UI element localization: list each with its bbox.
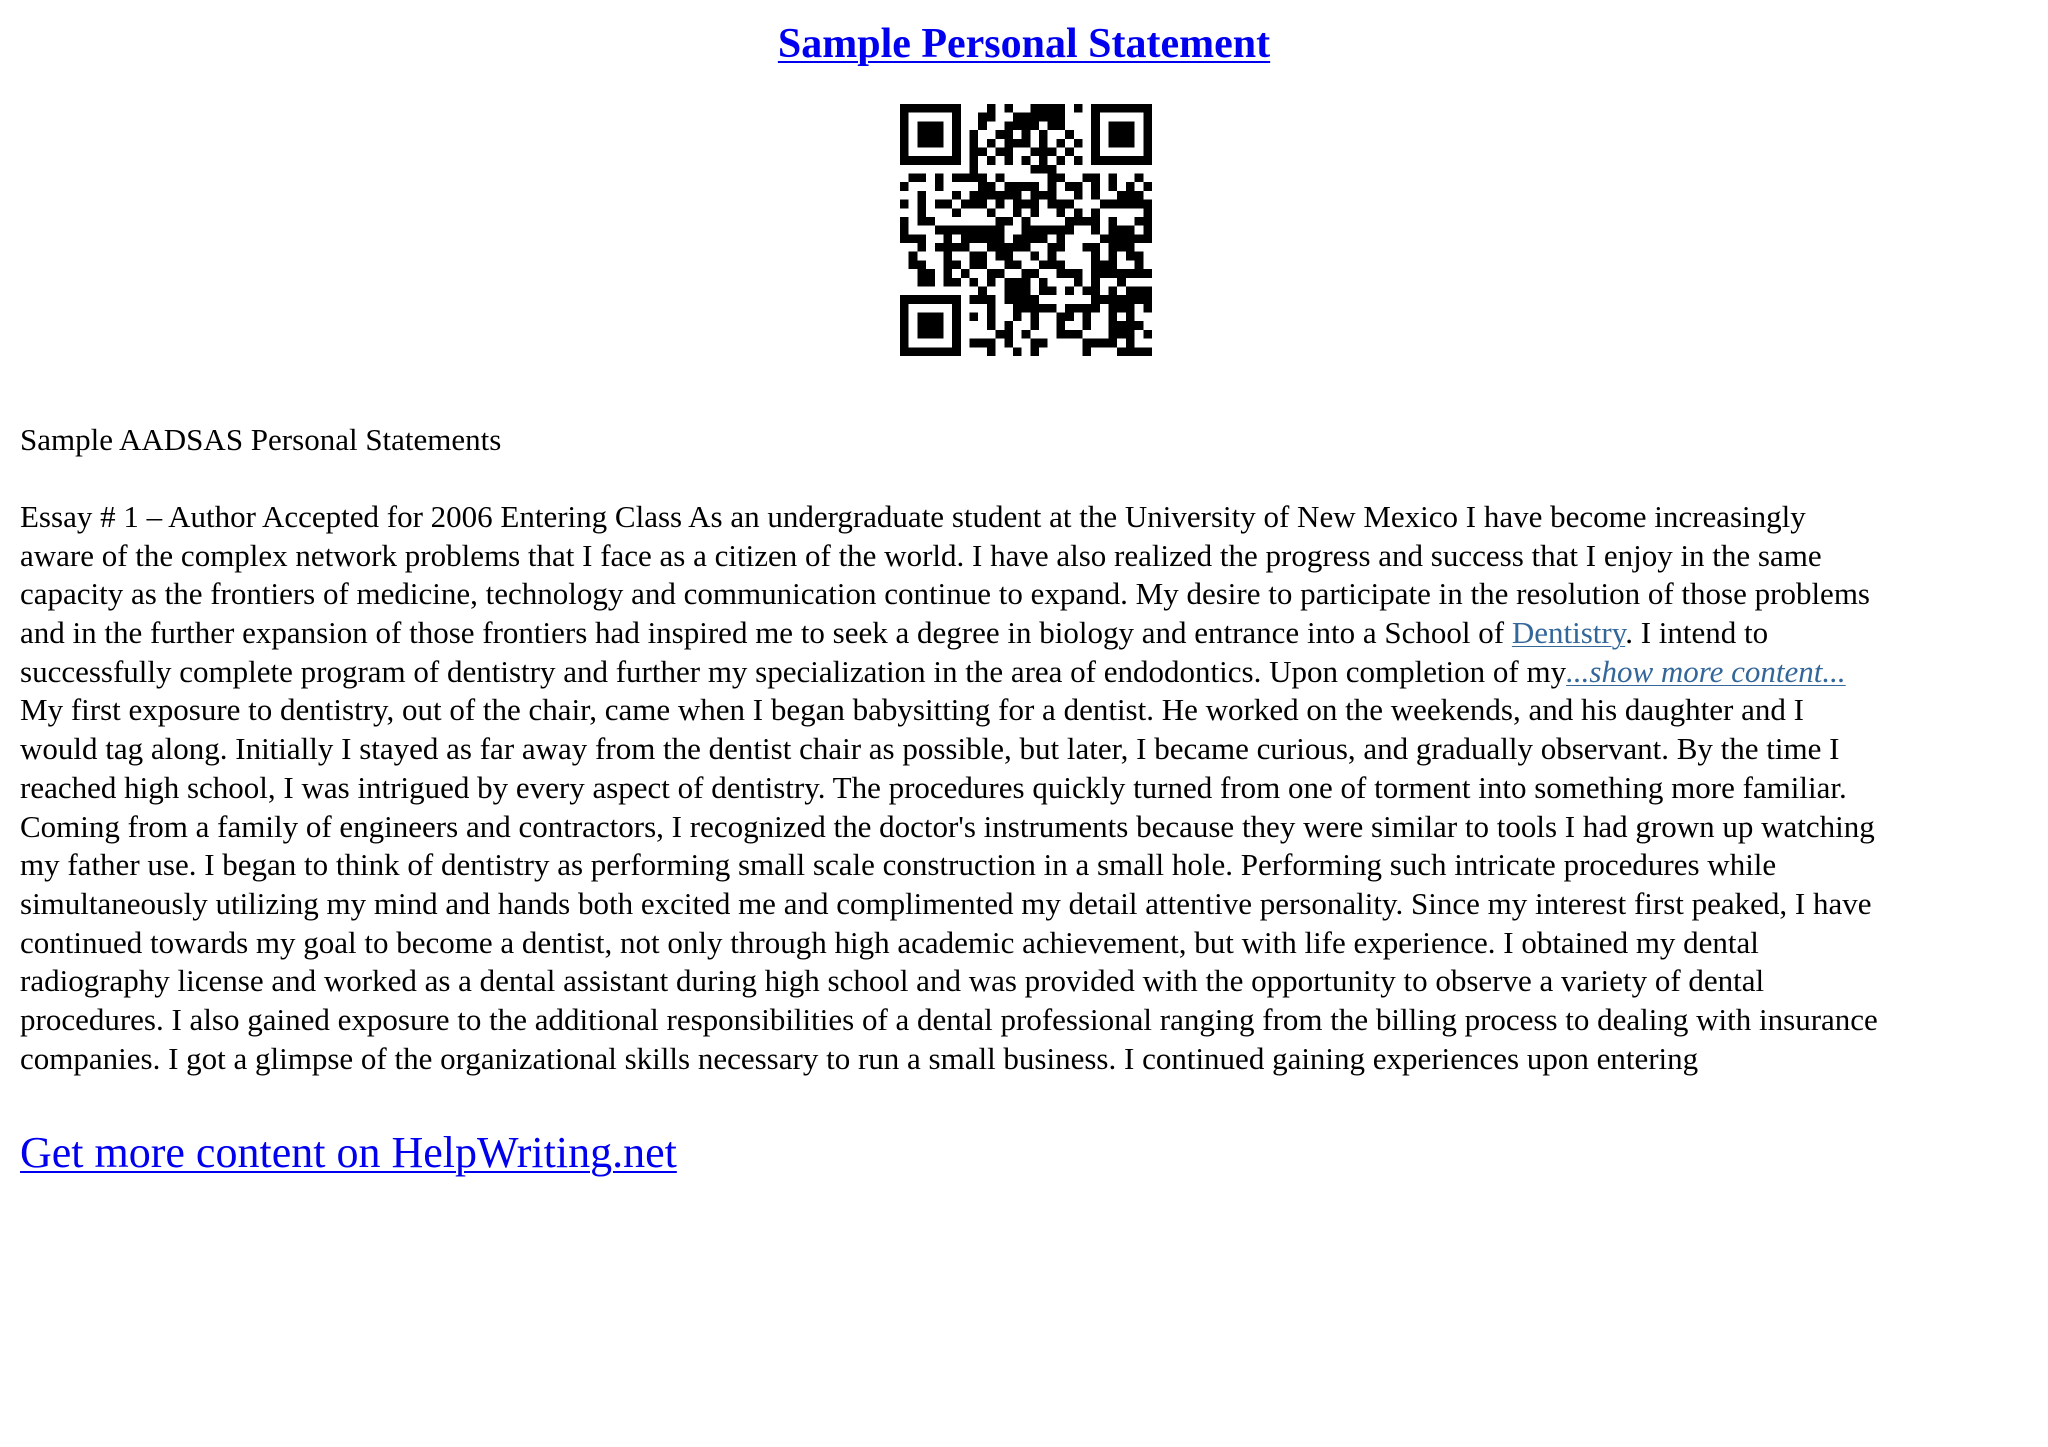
essay-line: aware of the complex network problems that I face as a citizen of the world. I have also realized the progress and success that I enjoy in the same	[20, 537, 1822, 573]
essay-line	[20, 653, 2024, 692]
essay-text: and in the further expansion of those frontiers had inspired me to seek a degree in biology and entrance into a School of	[20, 615, 1512, 651]
qr-code-graphic	[900, 104, 1152, 356]
essay-text: . I intend to	[1625, 615, 1769, 651]
essay-line: reached high school, I was intrigued by every aspect of dentistry. The procedures quickly turned from one of torment into something more familiar.	[20, 769, 1847, 805]
essay-line	[20, 614, 2024, 653]
title-container	[0, 18, 2048, 70]
page-title-link[interactable]: Sample Personal Statement	[777, 21, 1271, 67]
essay-line: companies. I got a glimpse of the organizational skills necessary to run a small business. I continued gaining experiences upon entering	[20, 1040, 1699, 1076]
essay-line: procedures. I also gained exposure to the additional responsibilities of a dental professional ranging from the billing process to dealing with insurance	[20, 1001, 1878, 1037]
essay-line: my father use. I began to think of dentistry as performing small scale construction in a small hole. Performing such intricate procedures while	[20, 847, 1777, 883]
dentistry-link[interactable]: Dentistry	[1511, 615, 1626, 651]
section-heading: Sample AADSAS Personal Statements	[20, 422, 502, 457]
qr-code	[900, 104, 1152, 356]
essay-line: continued towards my goal to become a dentist, not only through high academic achievement, but with life experience. I obtained my dental	[20, 924, 1759, 960]
essay-line: My first exposure to dentistry, out of the chair, came when I began babysitting for a dentist. He worked on the weekends, and his daughter and I	[20, 692, 1804, 728]
essay-line: would tag along. Initially I stayed as far away from the dentist chair as possible, but later, I became curious, and gradually observant. By the time I	[20, 731, 1840, 767]
essay-line: simultaneously utilizing my mind and hands both excited me and complimented my detail attentive personality. Since my interest first peaked, I have	[20, 885, 1872, 921]
essay-line: capacity as the frontiers of medicine, technology and communication continue to expand. My desire to participate in the resolution of those problems	[20, 576, 1870, 612]
show-more-link[interactable]: ...show more content...	[1566, 653, 1846, 689]
helpwriting-link[interactable]: Get more content on HelpWriting.net	[20, 1128, 677, 1177]
essay-line: Essay # 1 – Author Accepted for 2006 Entering Class As an undergraduate student at the University of New Mexico I have become increasingly	[20, 499, 1806, 534]
essay-body	[20, 498, 2024, 1078]
essay-text: successfully complete program of dentistry and further my specialization in the area of endodontics. Upon completion of my	[20, 653, 1567, 689]
essay-line: Coming from a family of engineers and contractors, I recognized the doctor's instruments because they were similar to tools I had grown up watching	[20, 808, 1875, 844]
essay-line: radiography license and worked as a dental assistant during high school and was provided with the opportunity to observe a variety of dental	[20, 963, 1765, 999]
